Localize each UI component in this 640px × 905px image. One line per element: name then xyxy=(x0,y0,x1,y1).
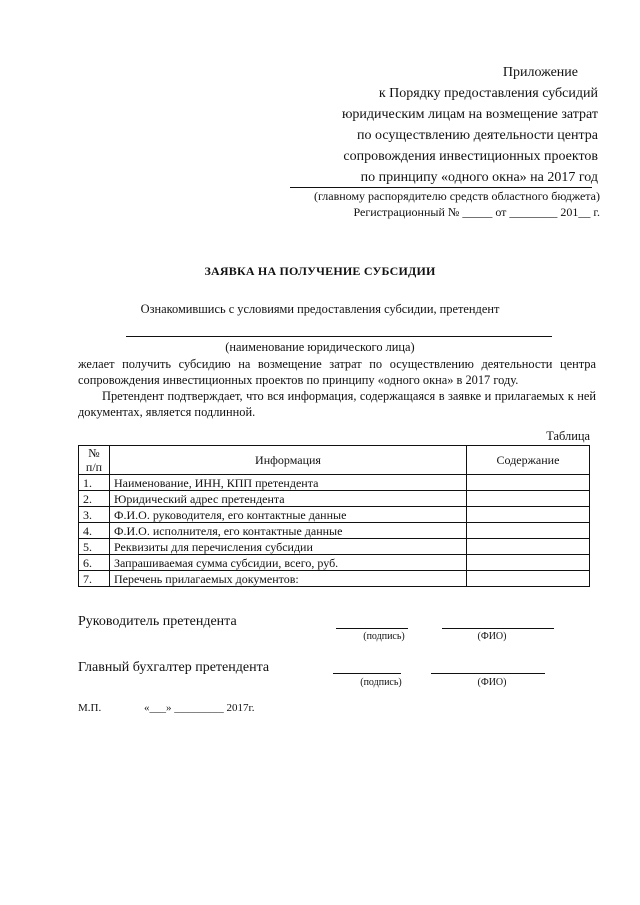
registration-line: Регистрационный № _____ от ________ 201__ г. xyxy=(353,205,600,219)
appendix-line: сопровождения инвестиционных проектов xyxy=(343,149,598,164)
table-row xyxy=(79,555,590,571)
row-num: 1. xyxy=(79,475,110,491)
intro-text: Ознакомившись с условиями предоставления субсидии, претендент xyxy=(140,302,500,316)
row-info: Ф.И.О. руководителя, его контактные данные xyxy=(110,507,467,523)
appendix-line: по принципу «одного окна» на 2017 год xyxy=(360,170,598,185)
row-content[interactable] xyxy=(467,571,590,587)
head-signature-label: Руководитель претендента xyxy=(78,614,237,629)
row-info: Запрашиваемая сумма субсидии, всего, руб. xyxy=(110,555,467,571)
table-row xyxy=(79,539,590,555)
row-content[interactable] xyxy=(467,491,590,507)
accountant-name-line[interactable] xyxy=(431,673,545,674)
row-info: Перечень прилагаемых документов: xyxy=(110,571,467,587)
body-paragraph: желает получить субсидию на возмещение затрат по осуществлению деятельности центра сопровождения инвестиционных проектов по принципу «одного окна» в 2017 году. xyxy=(78,357,596,387)
row-content[interactable] xyxy=(467,523,590,539)
row-num: 4. xyxy=(79,523,110,539)
header-content: Содержание xyxy=(467,446,590,475)
entity-name-line xyxy=(126,336,552,337)
header-num-line1: № xyxy=(88,446,100,460)
accountant-name-caption: (ФИО) xyxy=(477,677,507,688)
appendix-line: по осуществлению деятельности центра xyxy=(357,128,598,143)
head-name-caption: (ФИО) xyxy=(477,631,507,642)
row-content[interactable] xyxy=(467,475,590,491)
row-num: 2. xyxy=(79,491,110,507)
header-num xyxy=(79,446,110,475)
appendix-line: Приложение xyxy=(502,65,578,80)
table-row xyxy=(79,491,590,507)
row-info: Реквизиты для перечисления субсидии xyxy=(110,539,467,555)
footer-date: «___» _________ 2017г. xyxy=(144,702,255,714)
document-title: ЗАЯВКА НА ПОЛУЧЕНИЕ СУБСИДИИ xyxy=(204,264,436,278)
addressee-caption: (главному распорядителю средств областного бюджета) xyxy=(313,189,600,203)
appendix-line: юридическим лицам на возмещение затрат xyxy=(341,107,598,122)
table-row xyxy=(79,475,590,491)
row-num: 7. xyxy=(79,571,110,587)
accountant-sign-line[interactable] xyxy=(333,673,401,674)
row-info: Наименование, ИНН, КПП претендента xyxy=(110,475,467,491)
row-info: Ф.И.О. исполнителя, его контактные данные xyxy=(110,523,467,539)
head-sign-caption: (подпись) xyxy=(363,631,405,642)
accountant-signature-label: Главный бухгалтер претендента xyxy=(78,660,270,675)
appendix-header xyxy=(258,62,598,188)
appendix-line: к Порядку предоставления субсидий xyxy=(378,86,598,101)
header-info: Информация xyxy=(110,446,467,475)
table-row xyxy=(79,571,590,587)
info-table xyxy=(78,445,590,587)
row-info: Юридический адрес претендента xyxy=(110,491,467,507)
addressee-line xyxy=(290,187,592,188)
row-content[interactable] xyxy=(467,539,590,555)
table-label: Таблица xyxy=(546,429,590,443)
table-row xyxy=(79,523,590,539)
table-header-row xyxy=(79,446,590,475)
header-num-line2: п/п xyxy=(85,460,103,474)
row-num: 6. xyxy=(79,555,110,571)
confirm-paragraph: Претендент подтверждает, что вся информация, содержащаяся в заявке и прилагаемых к ней документах, является подлинной. xyxy=(78,389,596,419)
accountant-sign-caption: (подпись) xyxy=(360,677,402,688)
row-content[interactable] xyxy=(467,507,590,523)
head-sign-line[interactable] xyxy=(336,628,408,629)
row-content[interactable] xyxy=(467,555,590,571)
entity-caption: (наименование юридического лица) xyxy=(225,340,415,354)
head-name-line[interactable] xyxy=(442,628,554,629)
row-num: 3. xyxy=(79,507,110,523)
table-row xyxy=(79,507,590,523)
row-num: 5. xyxy=(79,539,110,555)
stamp-label: М.П. xyxy=(78,702,102,714)
